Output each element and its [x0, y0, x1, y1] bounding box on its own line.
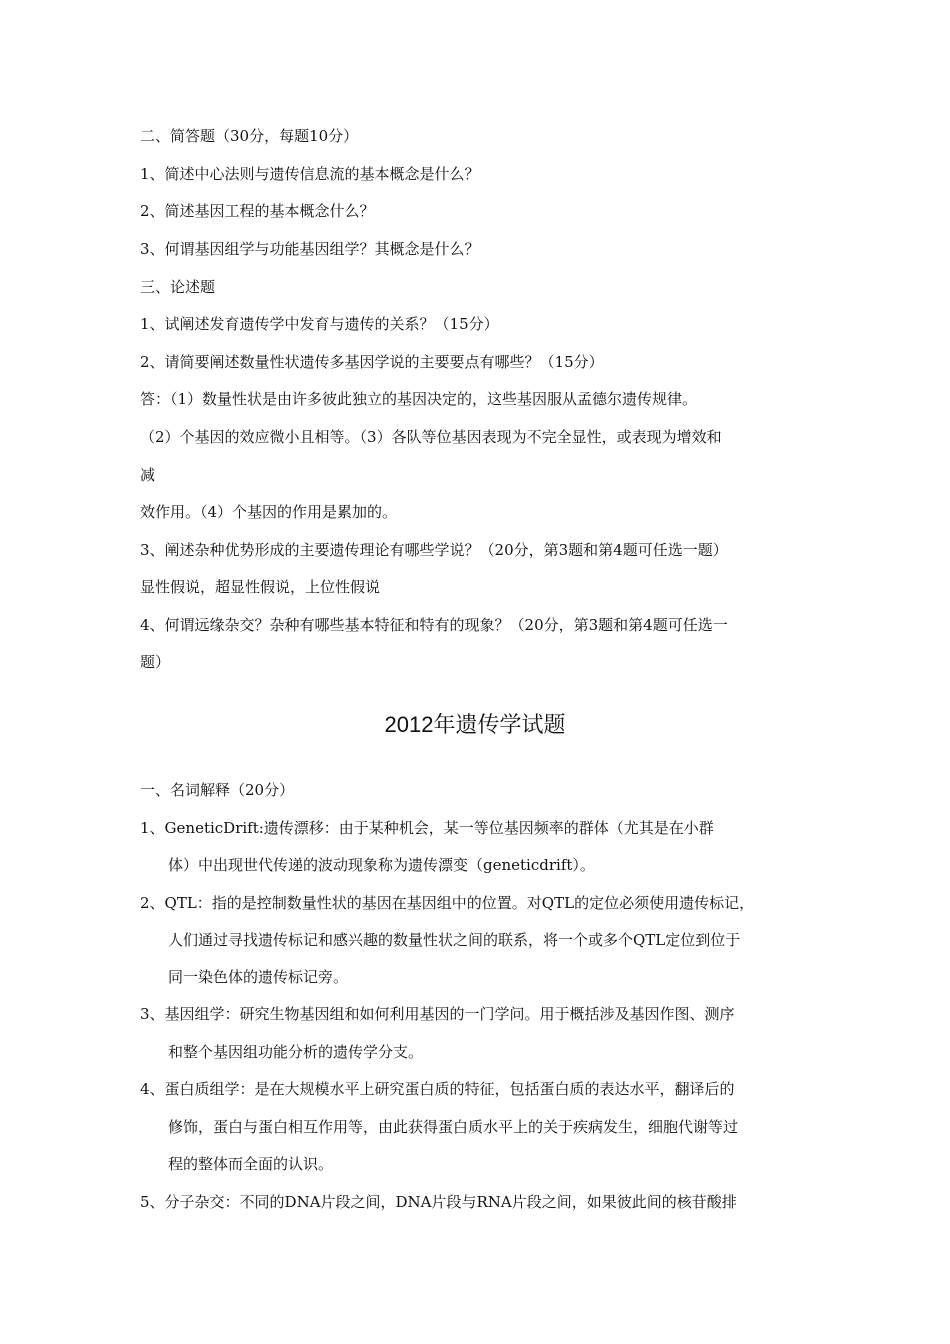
- section3-answer-2-line-3: 减: [140, 466, 156, 484]
- section3-question-4-line-1: 4、何谓远缘杂交？杂种有哪些基本特征和特有的现象？（20分，第3题和第4题可任选一: [140, 616, 728, 634]
- section3-answer-2-line-4: 效作用。（4）个基因的作用是累加的。: [140, 503, 398, 521]
- term-4-line-2: 修饰，蛋白与蛋白相互作用等，由此获得蛋白质水平上的关于疾病发生，细胞代谢等过: [168, 1118, 739, 1136]
- section2-question-2: 2、简述基因工程的基本概念什么？: [140, 202, 375, 220]
- section2-heading: 二、简答题（30分，每题10分）: [140, 127, 359, 145]
- section2-question-1: 1、简述中心法则与遗传信息流的基本概念是什么？: [140, 165, 480, 183]
- section3-heading: 三、论述题: [140, 278, 216, 296]
- section3-answer-2-line-1: 答：（1）数量性状是由许多彼此独立的基因决定的，这些基因服从孟德尔遗传规律。: [140, 390, 698, 408]
- term-4-line-1: 4、蛋白质组学：是在大规模水平上研究蛋白质的特征，包括蛋白质的表达水平，翻译后的: [140, 1080, 735, 1098]
- section3-answer-3: 显性假说，超显性假说，上位性假说: [140, 578, 381, 596]
- term-2-line-1: 2、QTL：指的是控制数量性状的基因在基因组中的位置。对QTL的定位必须使用遗传标记，: [140, 894, 755, 912]
- exam-2012-section1-heading: 一、名词解释（20分）: [140, 781, 295, 799]
- term-1-line-1: 1、GeneticDrift:遗传漂移：由于某种机会，某一等位基因频率的群体（尤其是在小群: [140, 819, 714, 837]
- section3-answer-2-line-2: （2）个基因的效应微小且相等。（3）各队等位基因表现为不完全显性，或表现为增效和: [140, 428, 722, 446]
- section3-question-2: 2、请简要阐述数量性状遗传多基因学说的主要要点有哪些？（15分）: [140, 353, 604, 371]
- term-2-line-2: 人们通过寻找遗传标记和感兴趣的数量性状之间的联系，将一个或多个QTL定位到位于: [168, 931, 741, 949]
- exam-2012-title: 2012年遗传学试题: [384, 712, 566, 737]
- section2-question-3: 3、何谓基因组学与功能基因组学？其概念是什么？: [140, 240, 480, 258]
- term-5-line-1: 5、分子杂交：不同的DNA片段之间，DNA片段与RNA片段之间，如果彼此间的核苷酸排: [140, 1193, 737, 1211]
- section3-question-4-line-2: 题）: [140, 653, 171, 671]
- term-3-line-1: 3、基因组学：研究生物基因组和如何利用基因的一门学问。用于概括涉及基因作图、测序: [140, 1005, 735, 1023]
- term-3-line-2: 和整个基因组功能分析的遗传学分支。: [168, 1043, 424, 1061]
- section3-question-1: 1、试阐述发育遗传学中发育与遗传的关系？（15分）: [140, 315, 499, 333]
- term-2-line-3: 同一染色体的遗传标记旁。: [168, 968, 349, 986]
- term-4-line-3: 程的整体而全面的认识。: [168, 1155, 334, 1173]
- term-1-line-2: 体）中出现世代传递的波动现象称为遗传漂变（geneticdrift）。: [168, 856, 595, 874]
- section3-question-3: 3、阐述杂种优势形成的主要遗传理论有哪些学说？（20分，第3题和第4题可任选一题）: [140, 541, 728, 559]
